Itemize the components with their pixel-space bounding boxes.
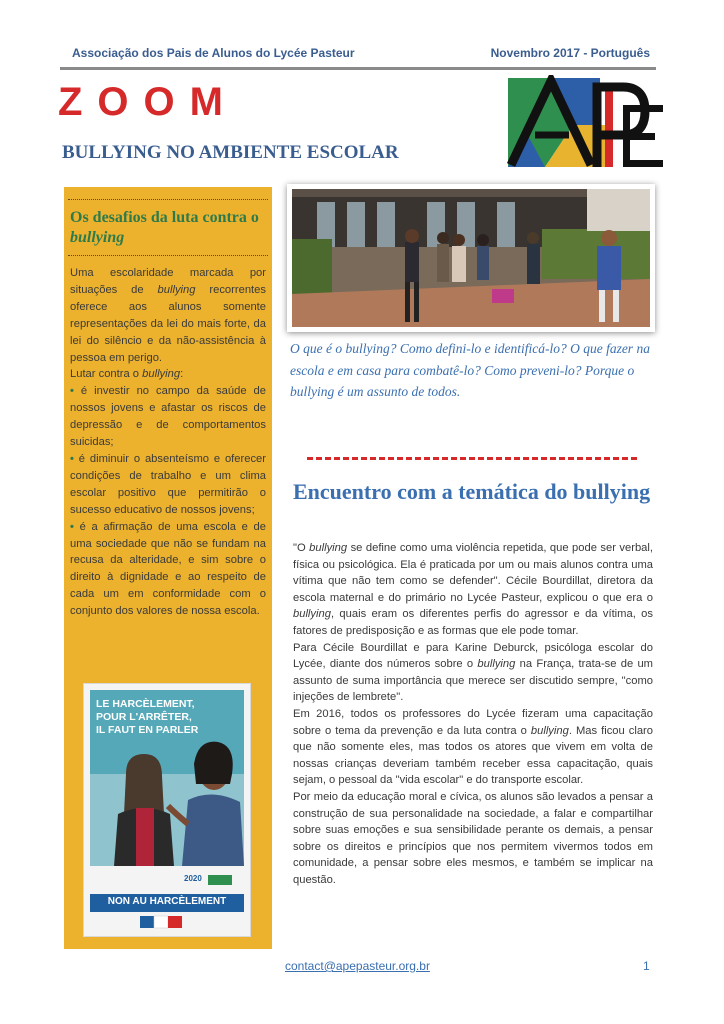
masthead-subtitle: BULLYING NO AMBIENTE ESCOLAR [62,142,399,163]
sidebar-bullet-3: • é a afirmação de uma escola e de uma sociedade que não se fundam na recusa da alteridade, e sim sobre o direito à dignidade e ao respeito de cada um em conformidade com o conjunto dos valores de nossa escola. [70,520,266,618]
campaign-poster [84,684,250,936]
ape-logo [505,75,665,170]
header-divider [60,67,656,70]
article-paragraph-3: Em 2016, todos os professores do Lycée fizeram uma capacitação sobre o tema da prevenção e da luta contra o bullying. Mas ficou claro que não somente eles, mas todos os atores que vivem em volta de nossas crianças deveriam também receber essa capacitação, quais sejam, o pessoal da "vida escolar" e do transporte escolar. [293,707,653,787]
article-body [293,540,653,888]
section-divider [307,457,637,460]
article-paragraph-2: Para Cécile Bourdillat e para Karine Deburck, psicóloga escolar do Lycée, diante dos números sobre o bullying na França, trata-se de um assunto de suma importância que merece ser discutido sempre, "como injeções de lembrete". [293,641,654,704]
issue-date-language: Novembro 2017 - Português [490,46,650,60]
sidebar-dotted-rule-bottom [68,255,268,256]
sidebar-intro: Uma escolaridade marcada por situações de bullying recorrentes oferece aos alunos somente representações da lei do mais forte, da lei do silêncio e da não-assistência à pessoa em perigo. [70,267,266,364]
sidebar-text [70,265,266,620]
poster-year: 2020 [184,874,202,883]
article-title: Encuentro com a temática do bullying [293,479,651,504]
newsletter-publisher: Associação dos Pais de Alunos do Lycée Pasteur [72,46,355,60]
sidebar-dotted-rule-top [68,199,268,200]
school-entrance-photo [287,184,655,332]
lead-question: O que é o bullying? Como defini-lo e identificá-lo? O que fazer na escola e em casa para combatê-lo? Como preveni-lo? Porque o bullying é um assunto de todos. [290,341,650,399]
contact-email-link[interactable]: contact@apepasteur.org.br [285,959,430,973]
masthead-title: ZOOM [58,80,238,124]
sidebar-title: Os desafios da luta contra o bullying [70,209,259,246]
sidebar-bullet-1: • é investir no campo da saúde de nossos jovens e afastar os riscos de depressão e de comportamentos suicidas; [70,385,266,449]
article-paragraph-1: "O bullying se define como uma violência repetida, que pode ser verbal, física ou psicológica. Ela é praticada por um ou mais alunos contra uma vítima que não tem como se defender". Cécile Bourdillat, diretora da escola maternal e do primário no Lycée Pasteur, explicou o que era o bullying, quais eram os diferentes perfis do agressor e da vítima, os fatores de predisposição e as formas que ele pode tomar. [293,542,653,637]
page-number: 1 [643,959,650,973]
sidebar-lutar: Lutar contra o bullying: [70,368,184,381]
poster-headline: LE HARCÈLEMENT, POUR L'ARRÊTER, IL FAUT EN PARLER [96,698,199,736]
poster-banner: NON AU HARCÈLEMENT [107,896,227,907]
article-paragraph-4: Por meio da educação moral e cívica, os alunos são levados a pensar a construção de sua personalidade na sociedade, a falar e compartilhar sobre suas emoções e sua sensibilidade perante os demais, a pensar sobre os direitos e princípios que nos permitem vivermos todos em comunidade, a pensar sobre eles mesmos, e também se implicar na questão. [293,790,653,886]
school-photo-frame [287,184,655,332]
sidebar-bullet-2: • é diminuir o absenteísmo e oferecer condições de trabalho e um clima escolar positivo que permitirão o sucesso educativo de nossos jovens; [70,452,266,516]
